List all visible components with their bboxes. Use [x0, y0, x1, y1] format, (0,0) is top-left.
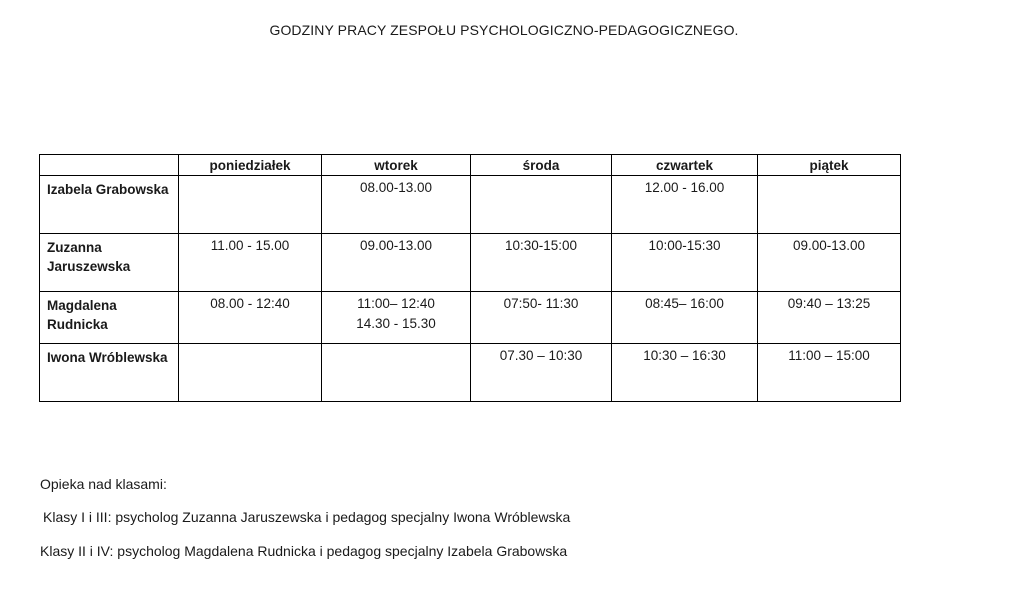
hours-slot: 09.00-13.00	[359, 238, 433, 253]
hours-cell	[179, 344, 322, 402]
hours-slot: 07.30 – 10:30	[499, 348, 583, 363]
hours-cell	[471, 176, 612, 234]
hours-cell	[758, 292, 901, 344]
corner-cell	[40, 155, 179, 176]
hours-cell	[322, 234, 471, 292]
day-header-thursday: czwartek	[612, 155, 758, 176]
staff-name: Izabela Grabowska	[40, 176, 179, 234]
hours-cell	[179, 234, 322, 292]
hours-cell	[612, 292, 758, 344]
hours-slot: 09:40 – 13:25	[787, 296, 871, 311]
hours-cell	[179, 176, 322, 234]
staff-name: Magdalena Rudnicka	[40, 292, 179, 344]
hours-slot: 08.00 - 12:40	[210, 296, 290, 311]
hours-slot: 08.00-13.00	[359, 180, 433, 195]
hours-cell	[758, 234, 901, 292]
care-line-classes-2-4: Klasy II i IV: psycholog Magdalena Rudnicka i pedagog specjalny Izabela Grabowska	[40, 543, 568, 559]
hours-cell	[322, 344, 471, 402]
hours-slot: 12.00 - 16.00	[644, 180, 725, 195]
header-row	[40, 155, 901, 176]
care-line-classes-1-3: Klasy I i III: psycholog Zuzanna Jaruszewska i pedagog specjalny Iwona Wróblewska	[43, 509, 571, 525]
hours-cell	[758, 344, 901, 402]
hours-slot: 09.00-13.00	[792, 238, 866, 253]
hours-cell	[471, 292, 612, 344]
hours-cell	[612, 234, 758, 292]
hours-slot: 11:00– 12:40	[357, 296, 435, 311]
hours-slot: 14.30 - 15.30	[356, 316, 436, 331]
hours-cell	[179, 292, 322, 344]
hours-slot: 07:50- 11:30	[503, 296, 579, 311]
hours-cell	[322, 176, 471, 234]
day-header-tuesday: wtorek	[322, 155, 471, 176]
staff-name: Iwona Wróblewska	[40, 344, 179, 402]
hours-cell	[322, 292, 471, 344]
hours-cell	[471, 234, 612, 292]
hours-slot: 08:45– 16:00	[645, 296, 724, 311]
hours-slot: 11:00 – 15:00	[788, 348, 870, 363]
day-header-monday: poniedziałek	[179, 155, 322, 176]
care-heading: Opieka nad klasami:	[40, 476, 167, 492]
hours-cell	[758, 176, 901, 234]
day-header-friday: piątek	[758, 155, 901, 176]
table-row	[40, 292, 901, 344]
hours-slot: 10:00-15:30	[648, 238, 721, 253]
staff-name: Zuzanna Jaruszewska	[40, 234, 179, 292]
table-row	[40, 344, 901, 402]
hours-cell	[612, 176, 758, 234]
schedule-table	[39, 154, 901, 402]
hours-slot: 10:30-15:00	[504, 238, 578, 253]
hours-slot: 10:30 – 16:30	[643, 348, 726, 363]
table-row	[40, 176, 901, 234]
table-row	[40, 234, 901, 292]
page-title: GODZINY PRACY ZESPOŁU PSYCHOLOGICZNO-PEDAGOGICZNEGO.	[269, 22, 739, 38]
hours-cell	[471, 344, 612, 402]
day-header-wednesday: środa	[471, 155, 612, 176]
hours-cell	[612, 344, 758, 402]
hours-slot: 11.00 - 15.00	[210, 238, 290, 253]
